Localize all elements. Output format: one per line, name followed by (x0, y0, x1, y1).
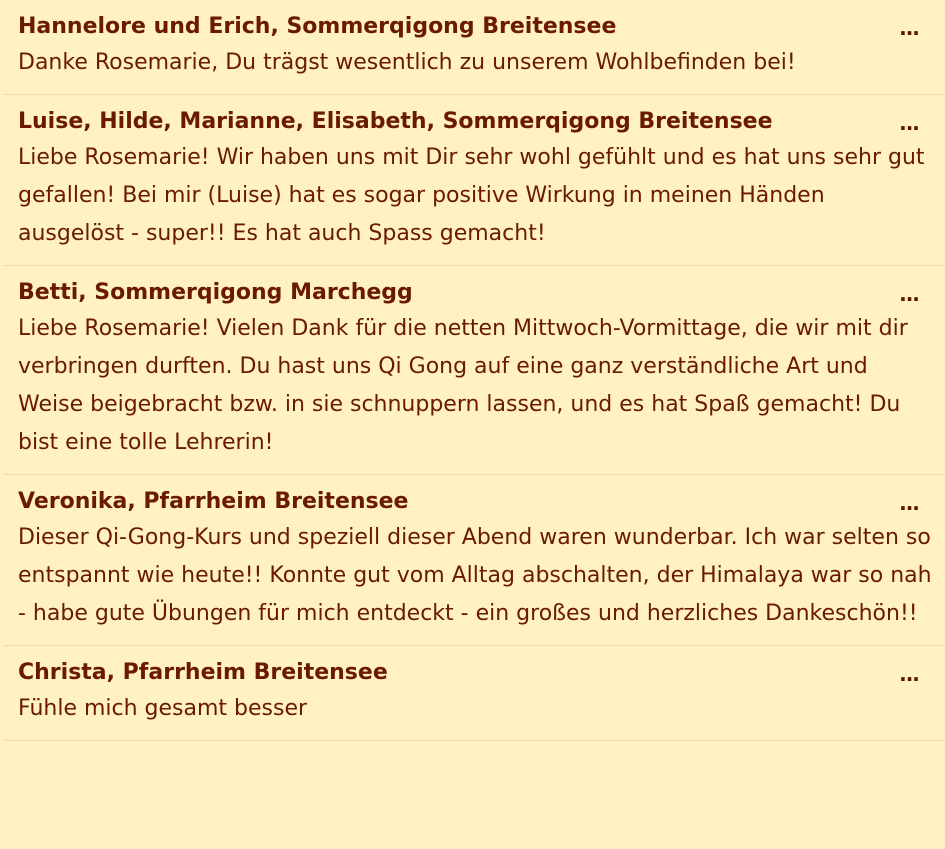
more-horizontal-icon[interactable]: ... (899, 111, 919, 135)
testimonial-author: Christa, Pfarrheim Breitensee (18, 660, 388, 685)
testimonial-item (4, 0, 945, 95)
testimonial-text: Danke Rosemarie, Du trägst wesentlich zu unserem Wohlbefinden bei! (18, 50, 796, 75)
testimonial-author: Betti, Sommerqigong Marchegg (18, 280, 413, 305)
testimonial-author: Luise, Hilde, Marianne, Elisabeth, Sommerqigong Breitensee (18, 109, 773, 134)
testimonial-item (4, 646, 945, 741)
testimonial-author: Hannelore und Erich, Sommerqigong Breitensee (18, 14, 617, 39)
more-horizontal-icon[interactable]: ... (899, 282, 919, 306)
testimonial-item (4, 95, 945, 266)
testimonial-item (4, 266, 945, 475)
testimonial-author: Veronika, Pfarrheim Breitensee (18, 489, 409, 514)
testimonial-text: Dieser Qi-Gong-Kurs und speziell dieser Abend waren wunderbar. Ich war selten so entspannt wie heute!! Konnte gut vom Alltag abschalten, der Himalaya war so nah - habe gute Übungen für mich entdeckt - ein großes und herzliches Dankeschön!! (18, 525, 932, 626)
more-horizontal-icon[interactable]: ... (899, 16, 919, 40)
more-horizontal-icon[interactable]: ... (899, 491, 919, 515)
testimonial-text: Fühle mich gesamt besser (18, 696, 308, 721)
more-horizontal-icon[interactable]: ... (899, 662, 919, 686)
testimonial-item (4, 475, 945, 646)
testimonial-text: Liebe Rosemarie! Wir haben uns mit Dir sehr wohl gefühlt und es hat uns sehr gut gefallen! Bei mir (Luise) hat es sogar positive Wirkung in meinen Händen ausgelöst - super!! Es hat auch Spass gemacht! (18, 145, 925, 246)
testimonial-text: Liebe Rosemarie! Vielen Dank für die netten Mittwoch-Vormittage, die wir mit dir verbringen durften. Du hast uns Qi Gong auf eine ganz verständliche Art und Weise beigebracht bzw. in sie schnuppern lassen, und es hat Spaß gemacht! Du bist eine tolle Lehrerin! (18, 316, 908, 455)
